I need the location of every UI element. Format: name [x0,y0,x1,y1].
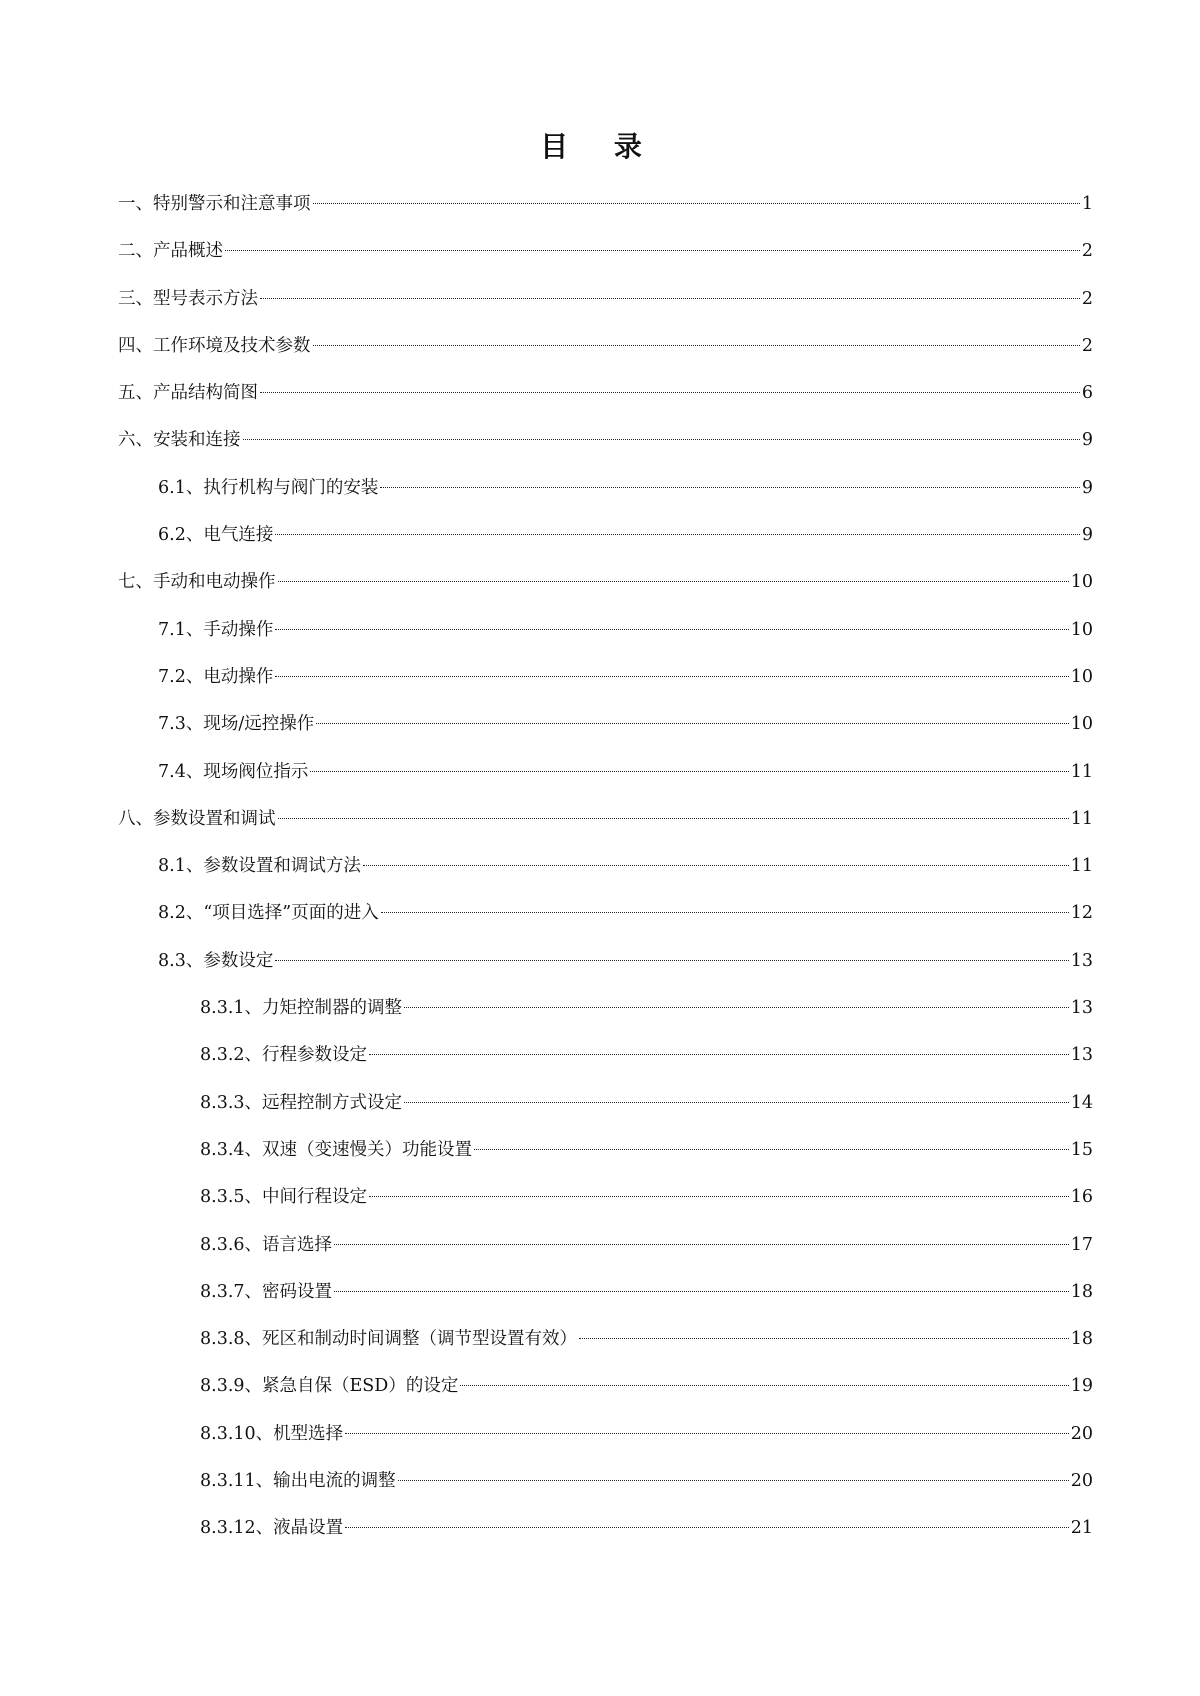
dot-leader [460,1385,1068,1386]
dot-leader [369,1196,1069,1197]
toc-entry-label: 七、手动和电动操作 [118,572,276,593]
dot-leader [243,439,1080,440]
toc-entry-label: 8.3.5、中间行程设定 [200,1187,368,1208]
dot-leader [579,1338,1069,1339]
toc-entry-page-number: 20 [1070,1423,1093,1444]
dot-leader [225,250,1080,251]
toc-entry-label: 四、工作环境及技术参数 [118,335,311,356]
toc-entry-page-number: 15 [1070,1139,1093,1160]
toc-entry-label: 8.3.7、密码设置 [200,1281,333,1302]
dot-leader [278,581,1069,582]
toc-entry-page-number: 13 [1070,998,1093,1019]
toc-entry[interactable] [118,607,1093,654]
toc-entry-label: 五、产品结构简图 [118,383,258,404]
toc-entry-label: 8.3.3、远程控制方式设定 [200,1092,403,1113]
toc-entry-page-number: 9 [1081,430,1093,451]
toc-entry-page-number: 10 [1070,666,1093,687]
toc-entry[interactable] [118,1411,1093,1458]
toc-entry-label: 8.3.9、紧急自保（ESD）的设定 [200,1376,459,1397]
dot-leader [313,203,1080,204]
toc-entry[interactable] [118,323,1093,370]
dot-leader [275,534,1080,535]
dot-leader [404,1007,1069,1008]
toc-entry[interactable] [118,228,1093,275]
toc-entry-label: 8.3、参数设定 [158,950,274,971]
page-title: 目 录 [540,130,660,163]
toc-entry[interactable] [118,985,1093,1032]
dot-leader [278,818,1069,819]
toc-entry[interactable] [118,1174,1093,1221]
toc-entry-page-number: 18 [1070,1329,1093,1350]
toc-entry[interactable] [118,1127,1093,1174]
toc-entry[interactable] [118,1505,1093,1552]
toc-entry-label: 三、型号表示方法 [118,288,258,309]
toc-entry[interactable] [118,512,1093,559]
toc-entry-page-number: 13 [1070,1045,1093,1066]
toc-entry-page-number: 9 [1081,477,1093,498]
toc-entry[interactable] [118,749,1093,796]
toc-entry[interactable] [118,276,1093,323]
toc-entry-page-number: 11 [1070,761,1093,782]
toc-entry-label: 8.3.4、双速（变速慢关）功能设置 [200,1139,473,1160]
dot-leader [310,771,1068,772]
toc-entry-label: 8.3.10、机型选择 [200,1423,344,1444]
toc-entry[interactable] [118,1269,1093,1316]
toc-entry-label: 二、产品概述 [118,241,223,262]
toc-entry-page-number: 1 [1081,194,1093,214]
toc-entry-page-number: 21 [1070,1518,1093,1539]
toc-entry-page-number: 11 [1070,856,1093,877]
toc-entry-label: 8.3.1、力矩控制器的调整 [200,998,403,1019]
toc-entry[interactable] [118,938,1093,985]
dot-leader [334,1244,1069,1245]
toc-entry[interactable] [118,890,1093,937]
toc-entry[interactable] [118,465,1093,512]
dot-leader [345,1527,1069,1528]
toc-entry[interactable] [118,1080,1093,1127]
toc-entry-page-number: 18 [1070,1281,1093,1302]
toc-entry[interactable] [118,843,1093,890]
dot-leader [345,1433,1069,1434]
toc-entry-label: 7.4、现场阀位指示 [158,761,309,782]
toc-entry[interactable] [118,370,1093,417]
toc-entry-label: 8.1、参数设置和调试方法 [158,856,361,877]
dot-leader [369,1054,1069,1055]
toc-entry-page-number: 16 [1070,1187,1093,1208]
toc-entry-label: 8.3.12、液晶设置 [200,1518,344,1539]
dot-leader [380,487,1080,488]
dot-leader [404,1102,1069,1103]
toc-entry-page-number: 2 [1081,241,1093,262]
toc-entry-page-number: 6 [1081,383,1093,404]
toc-entry-label: 7.1、手动操作 [158,619,274,640]
toc-entry-page-number: 11 [1070,808,1093,829]
toc-entry-page-number: 10 [1070,619,1093,640]
toc-entry-page-number: 14 [1070,1092,1093,1113]
toc-entry[interactable] [118,654,1093,701]
toc-entry-page-number: 17 [1070,1234,1093,1255]
toc-entry-label: 8.3.6、语言选择 [200,1234,333,1255]
toc-entry[interactable] [118,1458,1093,1505]
dot-leader [381,912,1069,913]
toc-entry[interactable] [118,1222,1093,1269]
toc-entry-page-number: 2 [1081,288,1093,309]
toc-entry-label: 7.3、现场/远控操作 [158,714,315,735]
toc-entry-page-number: 20 [1070,1471,1093,1492]
toc-entry-page-number: 19 [1070,1376,1093,1397]
dot-leader [334,1291,1069,1292]
toc-entry-label: 8.3.2、行程参数设定 [200,1045,368,1066]
dot-leader [474,1149,1069,1150]
dot-leader [313,345,1080,346]
toc-entry-label: 8.2、“项目选择”页面的进入 [158,903,379,924]
toc-entry-label: 一、特别警示和注意事项 [118,194,311,214]
toc-entry-page-number: 2 [1081,335,1093,356]
toc-entry[interactable] [118,1316,1093,1363]
toc-entry-label: 7.2、电动操作 [158,666,274,687]
dot-leader [316,723,1068,724]
toc-entry-label: 八、参数设置和调试 [118,808,276,829]
toc-entry[interactable] [118,181,1093,228]
toc-entry[interactable] [118,1032,1093,1079]
toc-entry-page-number: 10 [1070,714,1093,735]
dot-leader [398,1480,1069,1481]
dot-leader [260,392,1080,393]
toc-entry-label: 6.2、电气连接 [158,525,274,546]
dot-leader [275,960,1068,961]
toc-entry[interactable] [118,1363,1093,1410]
toc-entry[interactable] [118,701,1093,748]
toc-entry-page-number: 12 [1070,903,1093,924]
toc-entry[interactable] [118,559,1093,606]
dot-leader [260,298,1080,299]
toc-entry-label: 六、安装和连接 [118,430,241,451]
dot-leader [275,676,1068,677]
toc-entry-page-number: 10 [1070,572,1093,593]
table-of-contents [118,181,1093,1553]
dot-leader [363,865,1069,866]
toc-entry-label: 6.1、执行机构与阀门的安装 [158,477,379,498]
toc-entry-label: 8.3.11、输出电流的调整 [200,1471,396,1492]
dot-leader [275,629,1068,630]
toc-entry-page-number: 9 [1081,525,1093,546]
toc-entry[interactable] [118,796,1093,843]
toc-entry[interactable] [118,417,1093,464]
toc-entry-page-number: 13 [1070,950,1093,971]
toc-entry-label: 8.3.8、死区和制动时间调整（调节型设置有效） [200,1329,578,1350]
